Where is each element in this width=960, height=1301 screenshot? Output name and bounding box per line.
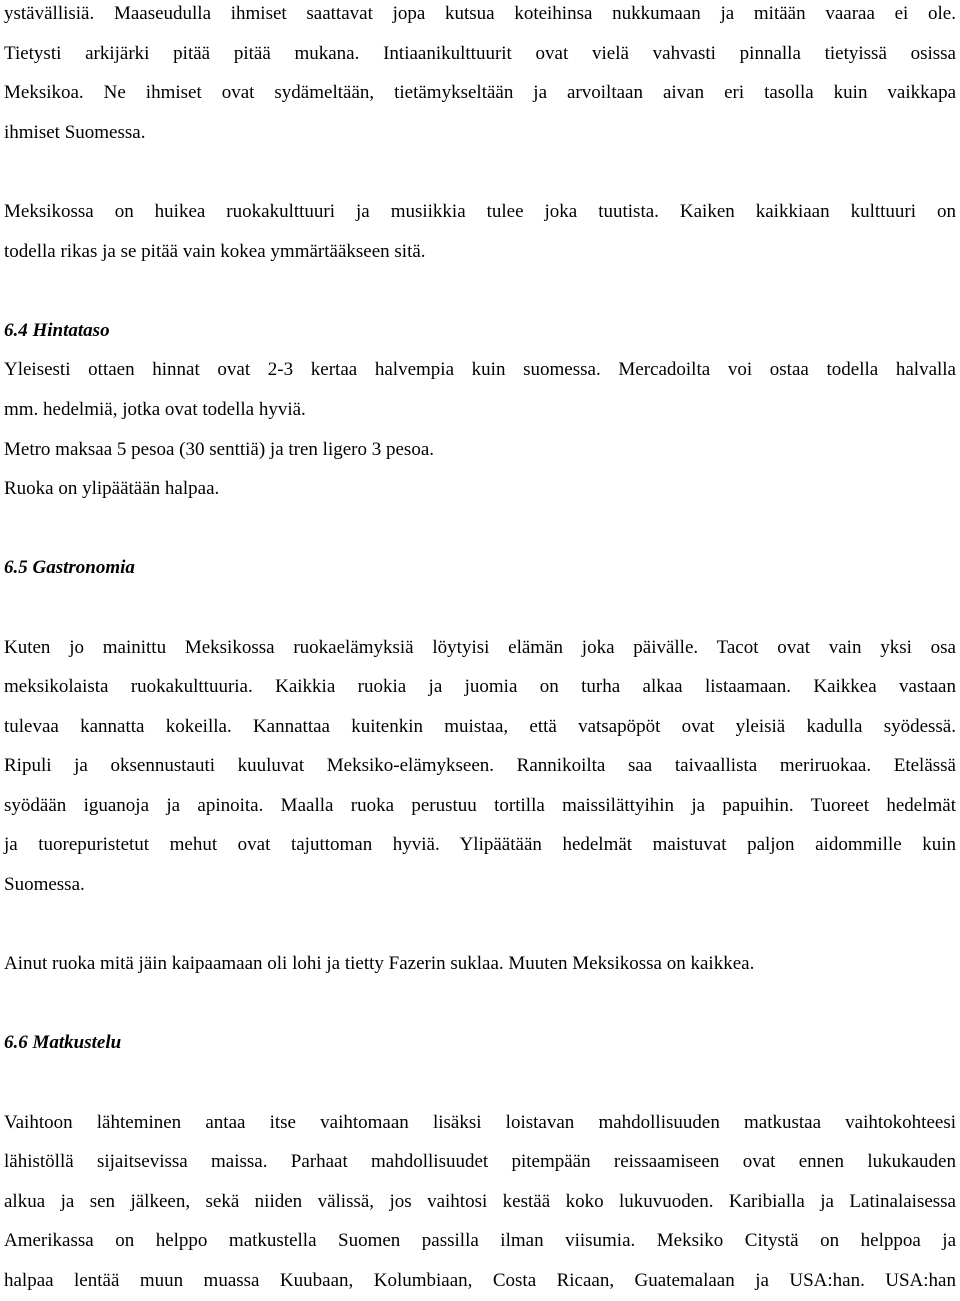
text-line: Amerikassa on helppo matkustella Suomen passilla ilman viisumia. Meksiko Citystä on helppoa ja <box>4 1230 956 1252</box>
text-line: ystävällisiä. Maaseudulla ihmiset saattavat jopa kutsua koteihinsa nukkumaan ja mitään vaaraa ei ole. <box>4 3 956 24</box>
text-line: lähistöllä sijaitsevissa maissa. Parhaat mahdollisuudet pitempään reissaamiseen ovat ennen lukukauden <box>4 1151 956 1173</box>
paragraph-culture <box>4 192 956 271</box>
text-line: Tietysti arkijärki pitää pitää mukana. Intiaanikulttuurit ovat vielä vahvasti pinnalla tietyissä osissa <box>4 42 956 64</box>
text-line: todella rikas ja se pitää vain kokea ymmärtääkseen sitä. <box>4 240 426 262</box>
paragraph-missed-food <box>4 944 956 984</box>
text-line: Ripuli ja oksennustauti kuuluvat Meksiko-elämykseen. Rannikoilta saa taivaallista meriruokaa. Etelässä <box>4 755 956 777</box>
text-line: tulevaa kannatta kokeilla. Kannattaa kuitenkin muistaa, että vatsapöpöt ovat yleisiä kadulla syödessä. <box>4 715 956 737</box>
text-line: alkua ja sen jälkeen, sekä niiden välissä, jos vaihtosi kestää koko lukuvuoden. Karibialla ja Latinalaisessa <box>4 1190 956 1212</box>
text-line: Suomessa. <box>4 874 85 896</box>
section-heading-matkustelu: 6.6 Matkustelu <box>4 1032 122 1054</box>
text-line: ihmiset Suomessa. <box>4 121 146 143</box>
text-line: ja tuorepuristetut mehut ovat tajuttoman hyviä. Ylipäätään hedelmät maistuvat paljon aidommille kuin <box>4 834 956 856</box>
text-line: Meksikossa on huikea ruokakulttuuri ja musiikkia tulee joka tuutista. Kaiken kaikkiaan kulttuuri on <box>4 200 956 222</box>
section-heading-gastronomia: 6.5 Gastronomia <box>4 557 135 579</box>
paragraph-gastronomy <box>4 628 956 905</box>
text-line: Ruoka on ylipäätään halpaa. <box>4 478 220 500</box>
paragraph-prices <box>4 350 956 508</box>
text-line: Meksikoa. Ne ihmiset ovat sydämeltään, tietämykseltään ja arvoiltaan aivan eri tasolla kuin vaikkapa <box>4 82 956 104</box>
paragraph-travel <box>4 1103 956 1301</box>
text-line: Ainut ruoka mitä jäin kaipaamaan oli lohi ja tietty Fazerin suklaa. Muuten Meksikossa on kaikkea. <box>4 953 755 975</box>
text-line: Yleisesti ottaen hinnat ovat 2-3 kertaa halvempia kuin suomessa. Mercadoilta voi ostaa todella halvalla <box>4 359 956 381</box>
text-line: syödään iguanoja ja apinoita. Maalla ruoka perustuu tortilla maissilättyihin ja papuihin. Tuoreet hedelmät <box>4 794 956 816</box>
text-line: meksikolaista ruokakulttuuria. Kaikkia ruokia ja juomia on turha alkaa listaamaan. Kaikkea vastaan <box>4 676 956 698</box>
text-line: halpaa lentää muun muassa Kuubaan, Kolumbiaan, Costa Ricaan, Guatemalaan ja USA:han. USA:han <box>4 1270 956 1291</box>
section-heading-hintataso: 6.4 Hintataso <box>4 319 110 341</box>
text-line: Vaihtoon lähteminen antaa itse vaihtomaan lisäksi loistavan mahdollisuuden matkustaa vaihtokohteesi <box>4 1111 956 1133</box>
paragraph-intro <box>4 0 956 152</box>
document-page <box>4 0 956 1301</box>
text-line: mm. hedelmiä, jotka ovat todella hyviä. <box>4 398 306 420</box>
text-line: Kuten jo mainittu Meksikossa ruokaelämyksiä löytyisi elämän joka päivälle. Tacot ovat vain yksi osa <box>4 636 956 658</box>
text-line: Metro maksaa 5 pesoa (30 senttiä) ja tren ligero 3 pesoa. <box>4 438 434 460</box>
